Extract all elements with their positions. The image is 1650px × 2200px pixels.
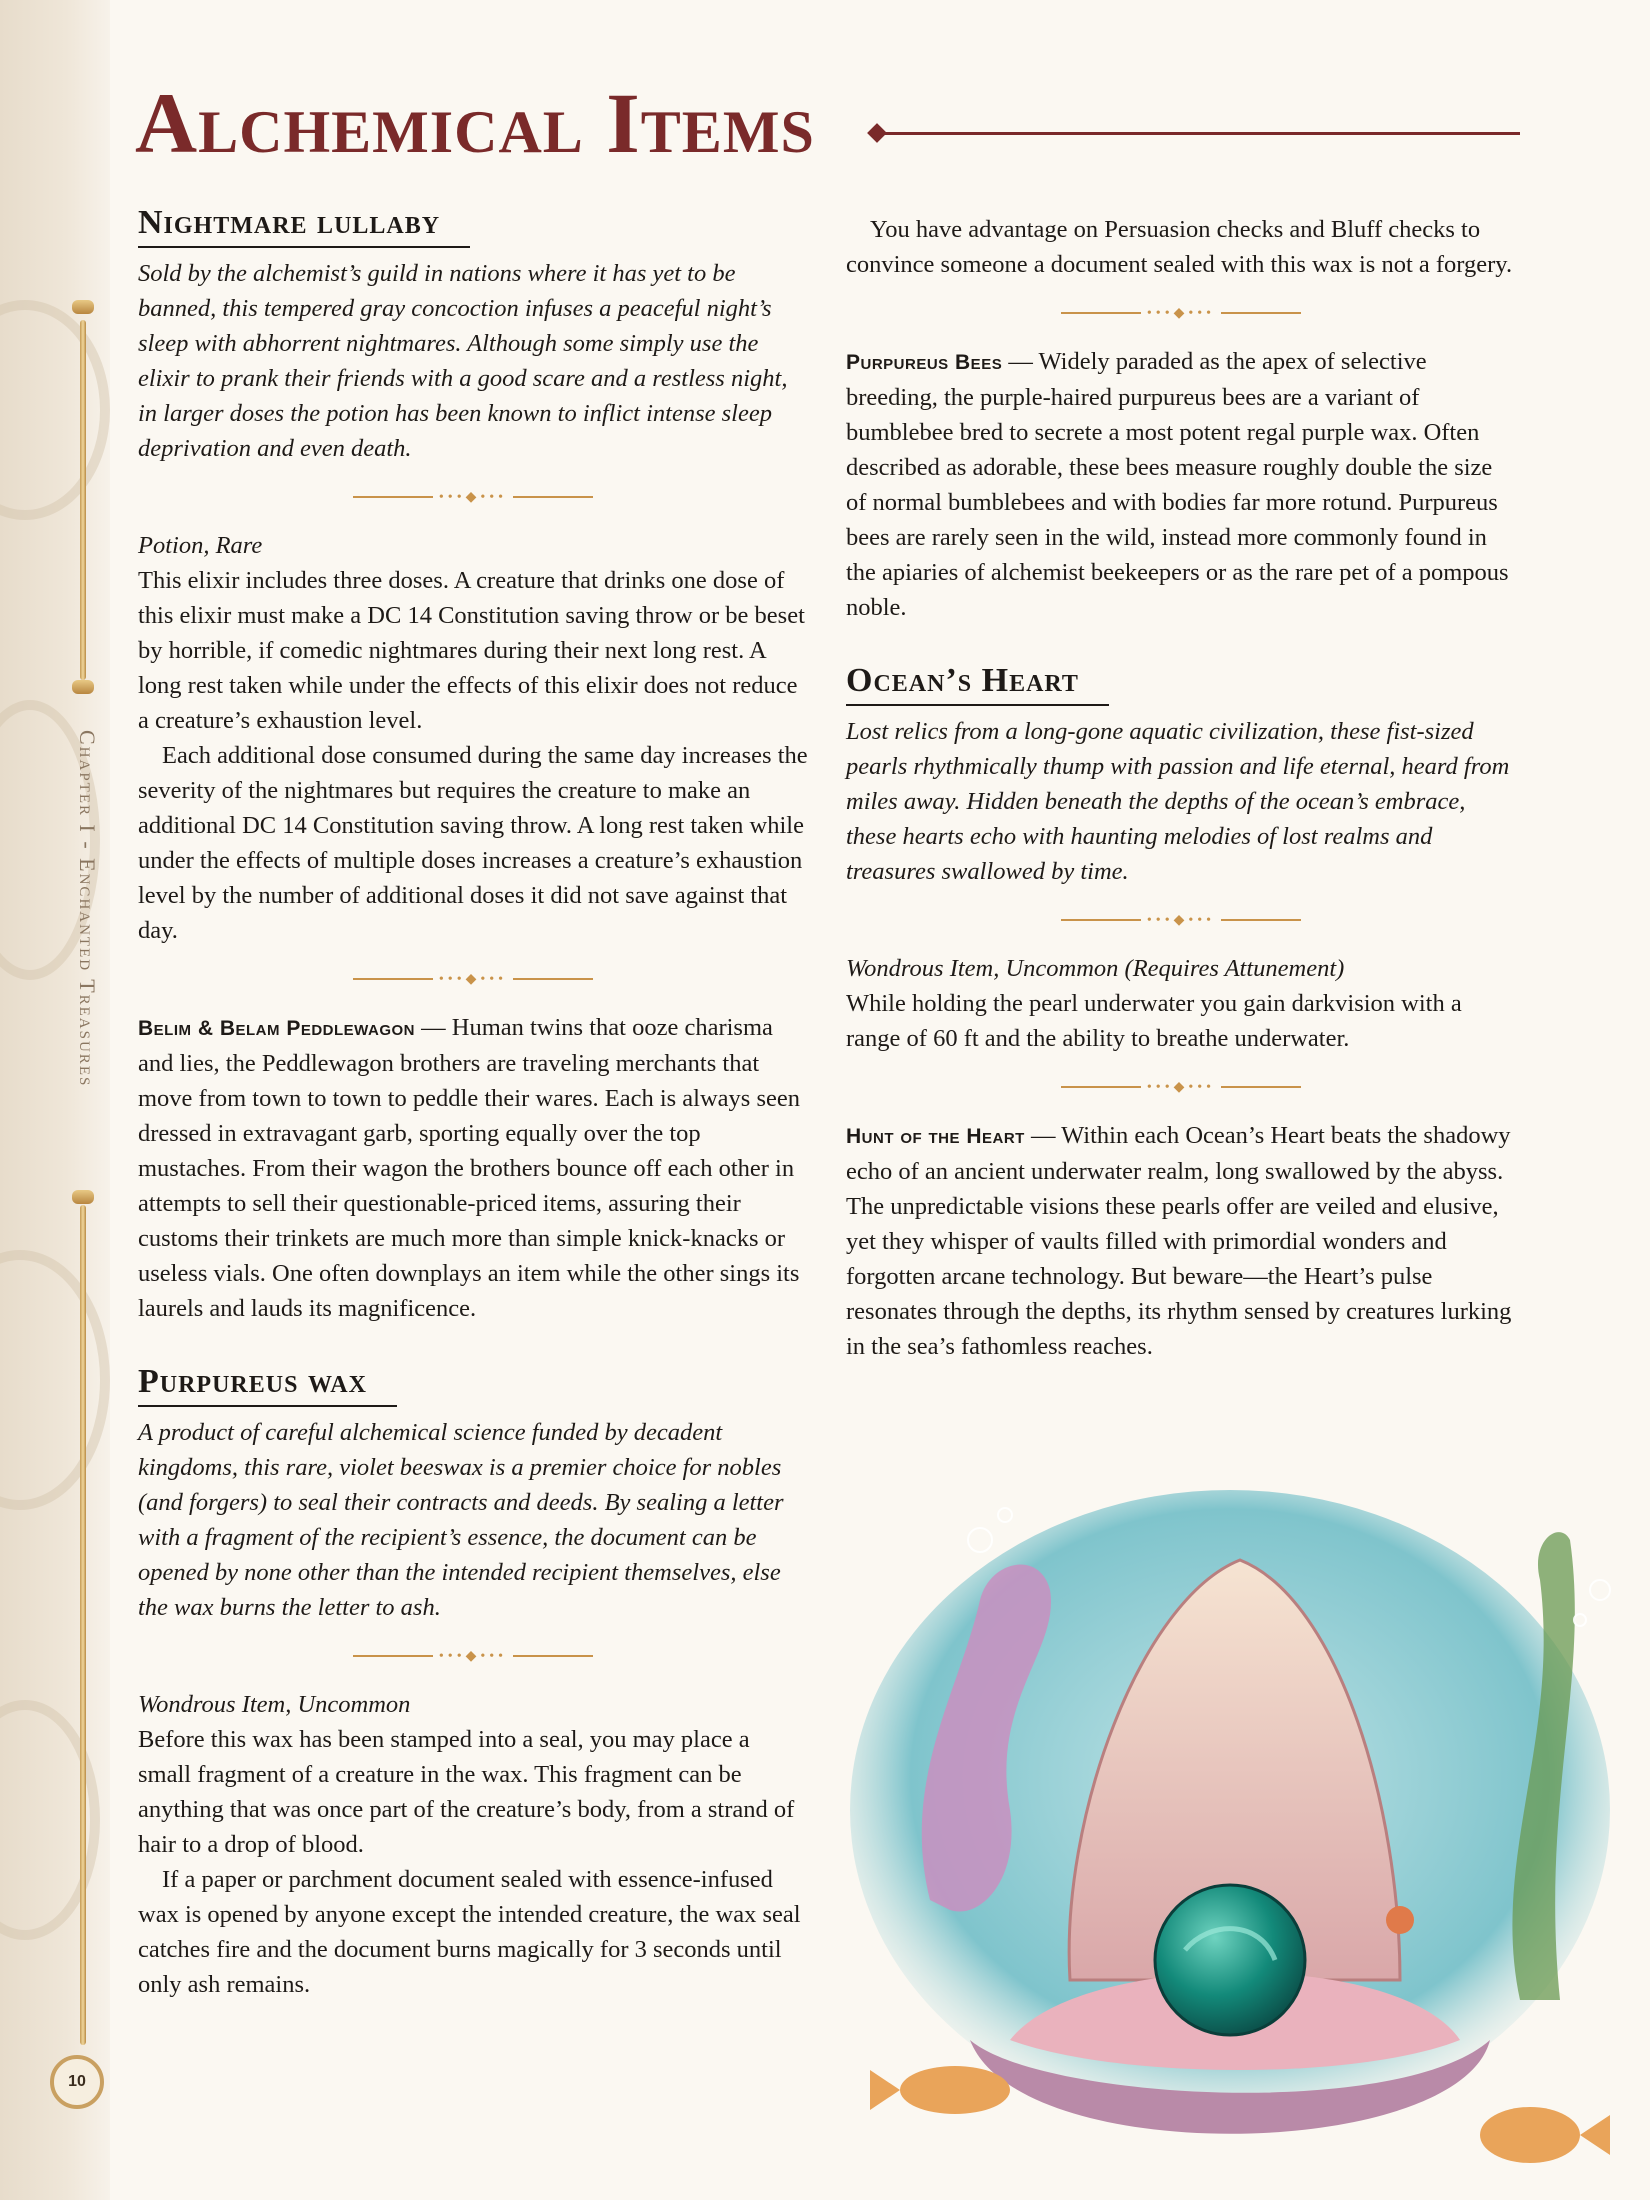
npc-text: — Within each Ocean’s Heart beats the shadowy echo of an ancient underwater realm, long swallowed by the abyss. The unpredictable visions these pearls offer are veiled and elusive, yet they whisper of vaults filled with primordial wonders and forgotten arcane technology. But beware—the Heart’s pulse resonates through the depths, its rhythm sensed by creatures lurking in the sea’s fathomless reaches.	[846, 1122, 1512, 1360]
flavor-text: A product of careful alchemical science funded by decadent kingdoms, this rare, violet beeswax is a premier choice for nobles (and forgers) to seal their contracts and deeds. By sealing a letter with a fragment of the recipient’s essence, the document can be opened by none other than the intended recipient themselves, else the wax burns the letter to ash.	[138, 1419, 784, 1621]
item-description: This elixir includes three doses. A creature that drinks one dose of this elixir must make a DC 14 Constitution saving throw or be beset by horrible, if comedic nightmares during their next long rest. A long rest taken while under the effects of this elixir does not reduce a creature’s exhaustion level.	[138, 567, 805, 734]
section-heading-purpureus-wax: Purpureus wax	[138, 1364, 397, 1407]
item-description: If a paper or parchment document sealed with essence-infused wax is opened by anyone except the intended creature, the wax seal catches fire and the document burns magically for 3 seconds until only ash remains.	[138, 1866, 801, 1998]
npc-entry	[846, 344, 1516, 625]
npc-name: Belim & Belam Peddlewagon	[138, 1017, 415, 1040]
sidebar-rod-top	[80, 320, 86, 680]
bubble	[1590, 1580, 1610, 1600]
bubble	[998, 1508, 1012, 1522]
right-column	[846, 212, 1516, 1364]
flavor-text: Lost relics from a long-gone aquatic civilization, these fist-sized pearls rhythmically thump with passion and life eternal, heard from miles away. Hidden beneath the depths of the ocean’s embrace, these hearts echo with haunting melodies of lost realms and treasures swallowed by time.	[846, 718, 1510, 885]
crab	[1386, 1906, 1414, 1934]
npc-text: — Widely paraded as the apex of selective breeding, the purple-haired purpureus bees are a variant of bumblebee bred to secrete a most potent regal purple wax. Often described as adorable, these bees measure roughly double the size of normal bumblebees and with bodies far more rotund. Purpureus bees are rarely seen in the wild, instead more commonly found in the apiaries of alchemist beekeepers or as the rare pet of a pompous noble.	[846, 348, 1509, 621]
sidebar-rod-bottom	[80, 1205, 86, 2045]
npc-text: — Human twins that ooze charisma and lies, the Peddlewagon brothers are traveling merchants that move from town to town to peddle their wares. Each is always seen dressed in extravagant garb, sporting equally over the top mustaches. From their wagon the brothers bounce off each other in attempts to sell their questionable-priced items, assuring their customs their trinkets are much more than simple knick-knacks or useless vials. One often downplays an item while the other sings its laurels and lauds its magnificence.	[138, 1014, 801, 1322]
sidebar-knob-icon	[72, 680, 94, 694]
page-number: 10	[50, 2055, 104, 2109]
npc-entry	[138, 1010, 808, 1326]
item-type: Wondrous Item, Uncommon	[138, 1691, 411, 1718]
section-heading-oceans-heart: Ocean’s Heart	[846, 663, 1109, 706]
ornament-divider: •••◆•••	[138, 472, 808, 522]
ornament-divider: •••◆•••	[138, 954, 808, 1004]
item-description: Each additional dose consumed during the same day increases the severity of the nightmares but requires the creature to make an additional DC 14 Constitution saving throw. A long rest taken while under the effects of multiple doses increases a creature’s exhaustion level by the number of additional doses it did not save against that day.	[138, 742, 808, 944]
npc-name: Purpureus Bees	[846, 351, 1003, 374]
page-title: Alchemical Items	[135, 75, 815, 171]
ornament-divider: •••◆•••	[846, 1062, 1516, 1112]
section-heading-nightmare-lullaby: Nightmare lullaby	[138, 205, 470, 248]
left-column	[138, 205, 808, 2002]
item-description: While holding the pearl underwater you gain darkvision with a range of 60 ft and the ability to breathe underwater.	[846, 990, 1462, 1052]
item-type: Potion, Rare	[138, 532, 263, 559]
oceans-heart-pearl	[1155, 1885, 1305, 2035]
ornament-divider: •••◆•••	[138, 1631, 808, 1681]
npc-entry	[846, 1118, 1516, 1364]
sidebar-ornament-icon	[72, 300, 94, 314]
bubble	[1574, 1614, 1586, 1626]
oceans-heart-illustration	[840, 1480, 1620, 2200]
npc-name: Hunt of the Heart	[846, 1125, 1025, 1148]
bubble	[968, 1528, 992, 1552]
fish-right	[1480, 2107, 1580, 2163]
ornament-divider: •••◆•••	[846, 288, 1516, 338]
title-rule	[880, 132, 1520, 135]
ornament-divider: •••◆•••	[846, 895, 1516, 945]
flavor-text: Sold by the alchemist’s guild in nations where it has yet to be banned, this tempered gray concoction infuses a peaceful night’s sleep with abhorrent nightmares. Although some simply use the elixir to prank their friends with a good scare and a restless night, in larger doses the potion has been known to inflict intense sleep deprivation and even death.	[138, 260, 788, 462]
chapter-label: Chapter I - Enchanted Treasures	[75, 730, 100, 1088]
item-type: Wondrous Item, Uncommon (Requires Attunement)	[846, 955, 1345, 982]
item-description: Before this wax has been stamped into a seal, you may place a small fragment of a creature in the wax. This fragment can be anything that was once part of the creature’s body, from a strand of hair to a drop of blood.	[138, 1726, 795, 1858]
item-description: You have advantage on Persuasion checks and Bluff checks to convince someone a document sealed with this wax is not a forgery.	[846, 216, 1513, 278]
fish-left	[900, 2066, 1010, 2114]
